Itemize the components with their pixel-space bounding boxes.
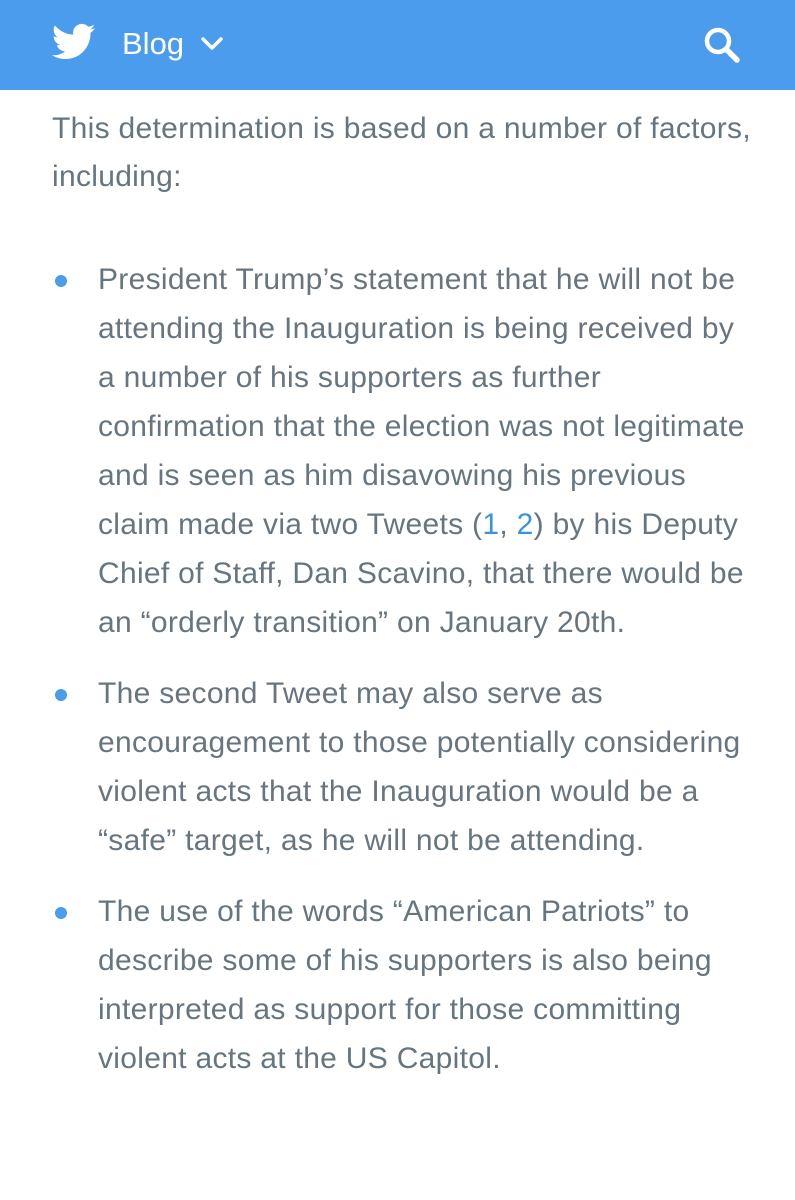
list-item-text: The use of the words “American Patriots” to describe some of his supporters is also being interpreted as support for those committing violent acts at the US Capitol. [98, 895, 712, 1075]
list-item-text: President Trump’s statement that he will not be attending the Inauguration is being received by a number of his supporters as further confirmation that the election was not legitimate and is seen as him disavowing his previous claim made via two Tweets (1, 2) by his Deputy Chief of Staff, Dan Scavino, that there would be an “orderly transition” on January 20th. [98, 263, 745, 639]
intro-paragraph: This determination is based on a number of factors, including: [52, 112, 751, 193]
bullet-dot-icon [55, 275, 67, 287]
blog-nav-dropdown[interactable] [122, 24, 224, 64]
search-icon[interactable] [703, 26, 741, 64]
twitter-bird-icon[interactable] [52, 23, 96, 61]
chevron-down-icon [200, 36, 224, 52]
list-item [52, 887, 752, 1083]
list-item [52, 255, 752, 647]
bullet-dot-icon [55, 689, 67, 701]
tweet-link-2[interactable]: 2 [516, 508, 534, 541]
list-item [52, 669, 752, 865]
bullet-dot-icon [55, 907, 67, 919]
tweet-link-1[interactable]: 1 [482, 508, 500, 541]
factors-list [52, 255, 752, 1083]
blog-nav-label: Blog [122, 26, 185, 61]
article-body [52, 105, 752, 1083]
list-item-text: The second Tweet may also serve as encouragement to those potentially considering violent acts that the Inauguration would be a “safe” target, as he will not be attending. [98, 677, 741, 857]
top-navigation-bar [0, 0, 795, 90]
